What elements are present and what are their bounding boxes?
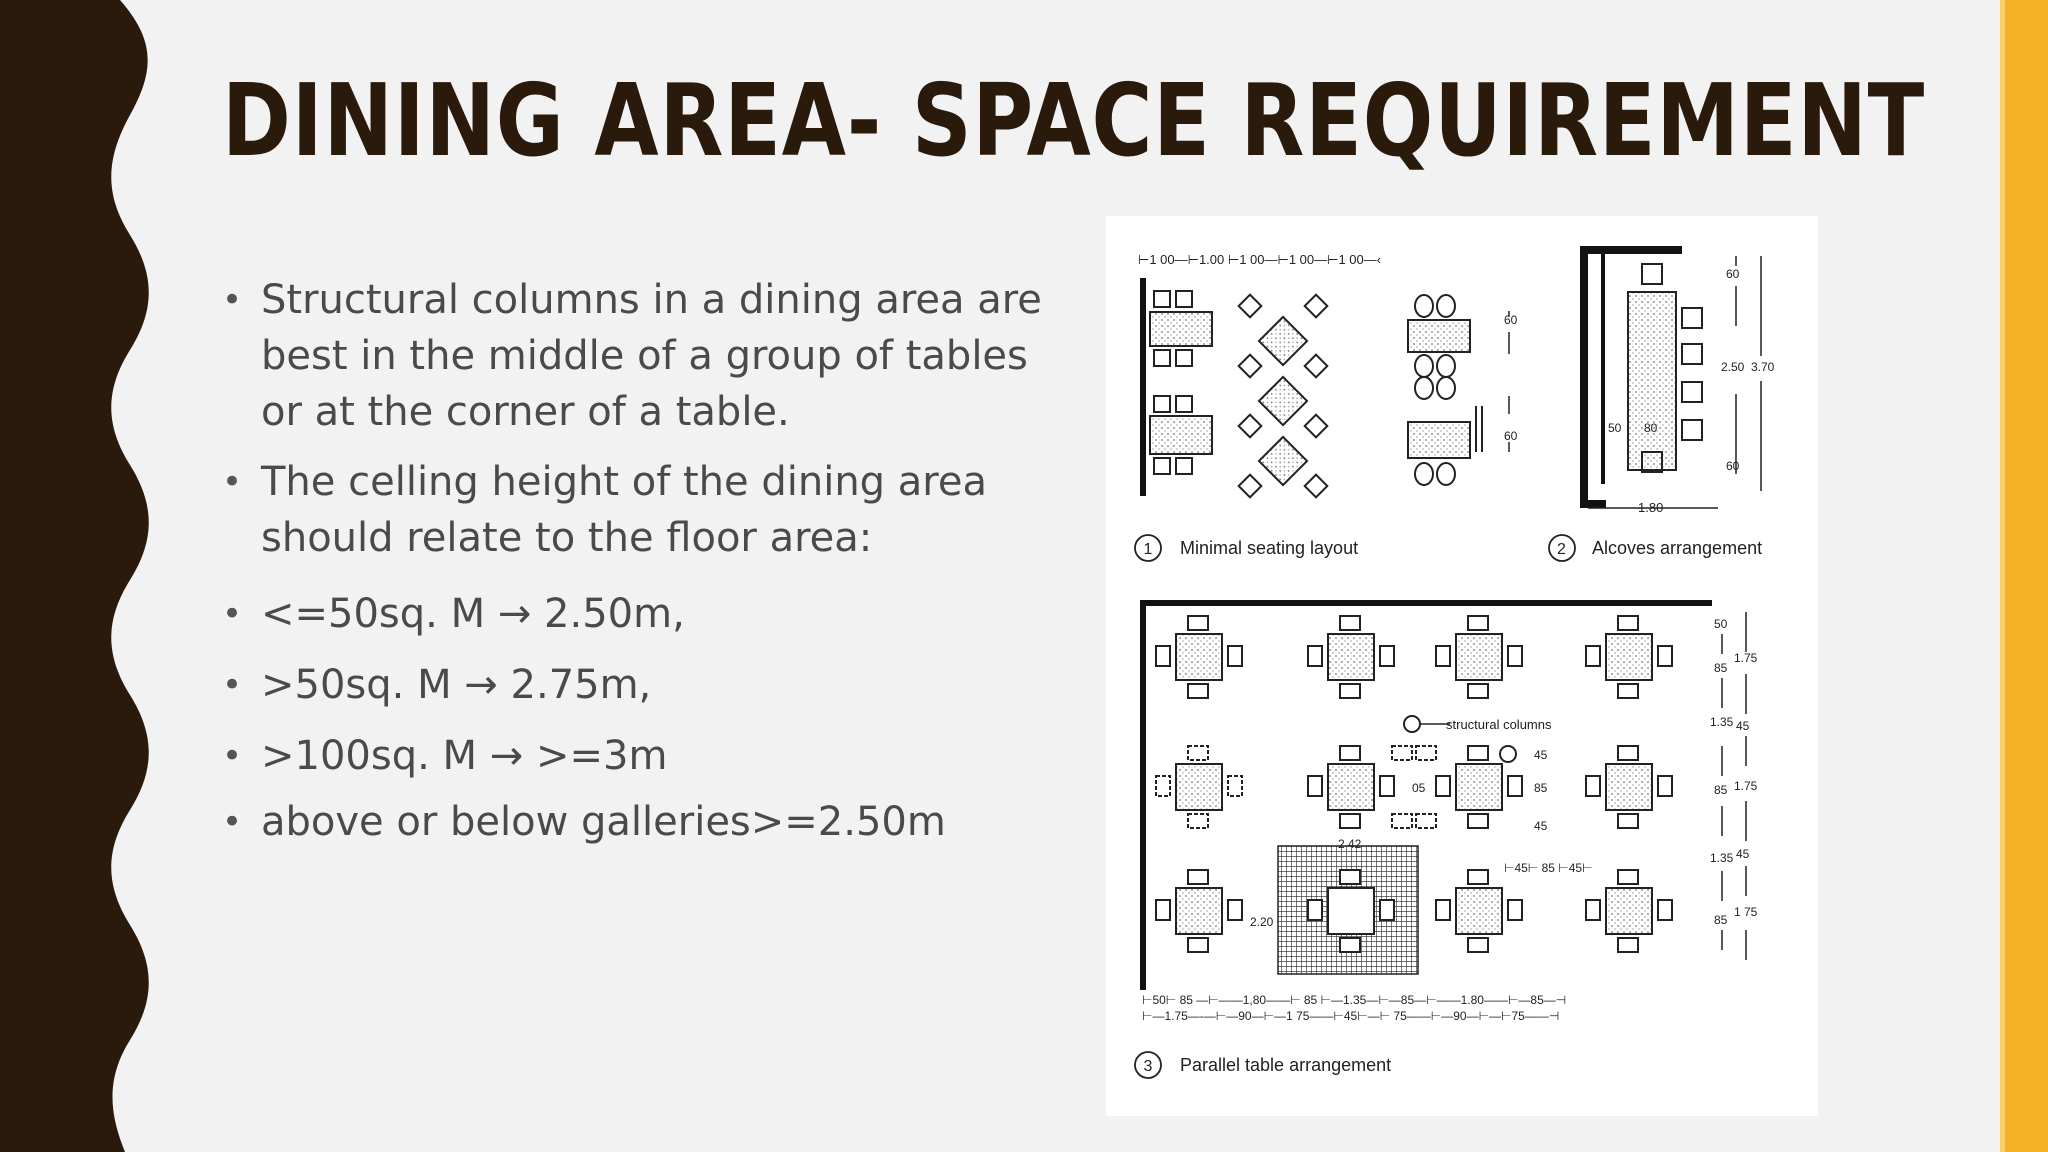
fig2-alcoves (1549, 246, 1775, 561)
fig1-caption: Minimal seating layout (1180, 538, 1359, 558)
fig3-dim-bottom1: ⊢50⊢ 85 —⊢——1,80——⊢ 85 ⊢—1.35—⊢—85—⊢——1.80——⊢—85—⊣ (1142, 993, 1567, 1007)
fig3-caption-number: 3 (1143, 1058, 1153, 1075)
seating-layout-figure (1106, 216, 1818, 1116)
bullet-item: • The celling height of the dining area should relate to the floor area: (222, 454, 1042, 566)
fig3-dim-r1b: 1.75 (1734, 651, 1758, 665)
fig3-dim-col-45a: 45 (1534, 748, 1548, 762)
fig1-caption-number: 1 (1143, 541, 1153, 558)
fig3-dim-r4a: 1.35 (1710, 851, 1734, 865)
fig2-dim-inner: 2.50 (1721, 360, 1745, 374)
fig3-dim-r2b: 45 (1736, 719, 1750, 733)
seating-diagram (1106, 216, 1818, 1116)
fig3-dim-220: 2.20 (1250, 915, 1274, 929)
bullet-item: • >50sq. M → 2.75m, (222, 657, 1042, 713)
fig3-dim-mid: ⊢45⊢ 85 ⊢45⊢ (1504, 861, 1593, 875)
bullet-item: • Structural columns in a dining area are best in the middle of a group of tables or at the corner of a table. (222, 272, 1042, 440)
fig1-dim-top: 60 (1504, 313, 1518, 327)
fig3-dim-r5b: 1 75 (1734, 905, 1758, 919)
fig3-dim-242: 2 42 (1338, 837, 1362, 851)
fig3-parallel-tables (1135, 600, 1758, 1078)
fig2-dim-bottom: 60 (1726, 459, 1740, 473)
fig3-dim-col-85: 85 (1534, 781, 1548, 795)
fig3-dim-r5a: 85 (1714, 913, 1728, 927)
fig3-dim-bottom2: ⊢—1.75—-—⊢—90—⊢—1 75——⊢45⊢—⊢ 75——⊢—90—⊢—⊢75——⊣ (1142, 1009, 1560, 1023)
fig3-dim-col-45b: 45 (1534, 819, 1548, 833)
fig2-dim-top: 60 (1726, 267, 1740, 281)
fig1-minimal-seating (1135, 252, 1518, 561)
bullet-list (222, 272, 1042, 864)
fig3-dim-r3b: 1.75 (1734, 779, 1758, 793)
fig3-structural-label: structural columns (1446, 717, 1552, 732)
fig3-dim-r3a: 85 (1714, 783, 1728, 797)
bullet-item: • <=50sq. M → 2.50m, (222, 586, 1042, 642)
right-accent-band (2000, 0, 2048, 1152)
fig2-caption: Alcoves arrangement (1592, 538, 1763, 558)
fig2-dim-left: 50 (1608, 421, 1622, 435)
fig1-top-dimension: ⊢1 00—⊢1.00 ⊢1 00—⊢1 00—⊢1 00—‹ (1138, 252, 1382, 267)
fig2-dim-outer: 3.70 (1751, 360, 1775, 374)
fig3-dim-r2a: 1.35 (1710, 715, 1734, 729)
fig2-dim-mid: 80 (1644, 421, 1658, 435)
fig1-dim-bottom: 60 (1504, 429, 1518, 443)
fig2-dim-width: 1.80 (1638, 500, 1664, 515)
fig3-dim-top: 50 (1714, 617, 1728, 631)
bullet-item: • above or below galleries>=2.50m (222, 794, 1042, 850)
fig3-caption: Parallel table arrangement (1180, 1055, 1392, 1075)
fig3-dim-r4b: 45 (1736, 847, 1750, 861)
bullet-item: • >100sq. M → >=3m (222, 728, 1042, 784)
left-wave-band (0, 0, 160, 1152)
fig2-caption-number: 2 (1557, 541, 1566, 558)
slide-title: DINING AREA- SPACE REQUIREMENT (222, 62, 1926, 179)
fig3-dim-05: 05 (1412, 781, 1426, 795)
fig3-dim-r1a: 85 (1714, 661, 1728, 675)
